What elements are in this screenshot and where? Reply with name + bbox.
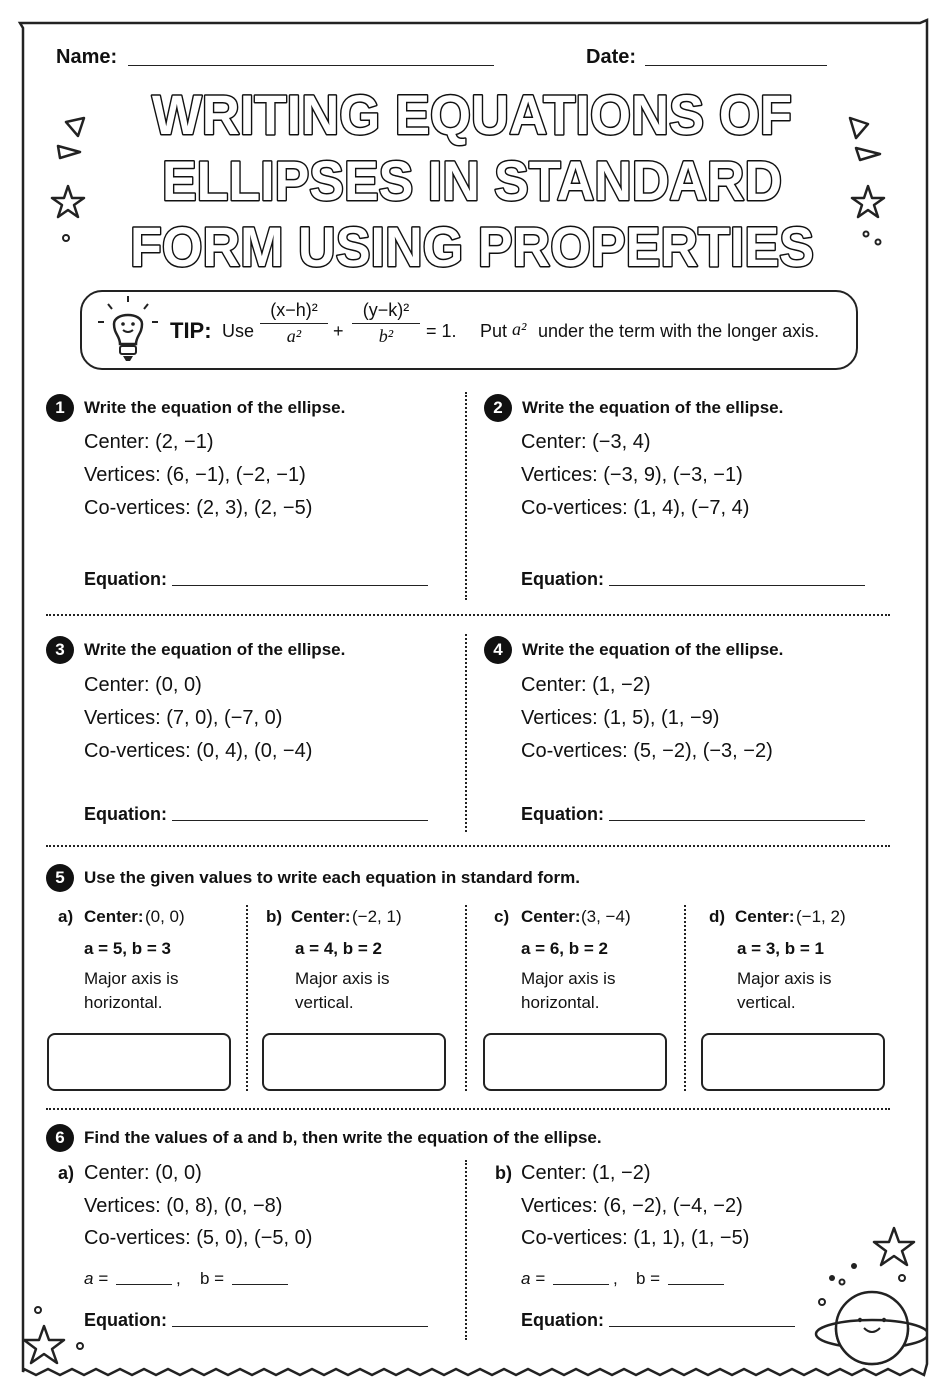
title-line-2: ELLIPSES IN STANDARD	[162, 149, 782, 212]
problem-4-center: Center: (1, −2)	[521, 674, 651, 696]
part-6b-equation-label: Equation:	[521, 1310, 604, 1330]
problem-1-equation-field[interactable]	[172, 584, 428, 586]
part-6a-equation-field[interactable]	[172, 1325, 428, 1327]
part-5a-axis-1: Major axis is	[84, 969, 179, 988]
tip-frac1-num: (x−h)²	[260, 300, 328, 324]
part-6a-equation-label: Equation:	[84, 1310, 167, 1330]
title-line-1: WRITING EQUATIONS OF	[152, 83, 792, 146]
tip-fraction-y	[352, 300, 420, 347]
problem-3-badge: 3	[46, 636, 74, 664]
part-5d-center-value: (−1, 2)	[796, 907, 846, 926]
part-5b-center-label: Center:	[291, 907, 351, 926]
part-5a-letter: a)	[58, 907, 74, 926]
part-6b-b-field[interactable]	[668, 1283, 724, 1285]
name-field[interactable]	[128, 48, 494, 66]
part-6a-covertices: Co-vertices: (5, 0), (−5, 0)	[84, 1227, 313, 1249]
divider-vertical	[465, 634, 467, 832]
part-5a-answer-box[interactable]	[47, 1033, 231, 1091]
problem-2-badge: 2	[484, 394, 512, 422]
part-5c-ab: a = 6, b = 2	[521, 939, 608, 958]
problem-6-title: Find the values of a and b, then write the equation of the ellipse.	[84, 1128, 602, 1147]
part-6a-a-label: a =	[84, 1269, 109, 1288]
part-6a-center: Center: (0, 0)	[84, 1162, 202, 1184]
tip-use: Use	[222, 321, 255, 341]
problem-1-center: Center: (2, −1)	[84, 431, 214, 453]
part-5b-ab: a = 4, b = 2	[295, 939, 382, 958]
tip-frac2-den: b²	[378, 326, 394, 346]
problem-2-center: Center: (−3, 4)	[521, 431, 651, 453]
problem-1-equation-label: Equation:	[84, 569, 167, 589]
part-5a-axis-2: horizontal.	[84, 993, 163, 1012]
part-5d-axis-1: Major axis is	[737, 969, 832, 988]
tip-note-var: a²	[512, 319, 527, 339]
part-5c-center-label: Center:	[521, 907, 581, 926]
part-5d-axis-2: vertical.	[737, 993, 796, 1012]
part-6b-b-label: b =	[636, 1269, 661, 1288]
page-title	[100, 80, 844, 280]
name-label: Name:	[56, 46, 118, 68]
problem-5-badge: 5	[46, 864, 74, 892]
problem-3-vertices: Vertices: (7, 0), (−7, 0)	[84, 707, 283, 729]
part-5c-letter: c)	[494, 907, 510, 926]
problem-3-center: Center: (0, 0)	[84, 674, 202, 696]
part-5b-letter: b)	[266, 907, 283, 926]
part-5c-center-value: (3, −4)	[581, 907, 631, 926]
part-6b-covertices: Co-vertices: (1, 1), (1, −5)	[521, 1227, 750, 1249]
tip-frac1-den: a²	[286, 326, 302, 346]
part-6b-a-label: a =	[521, 1269, 546, 1288]
problem-6-badge: 6	[46, 1124, 74, 1152]
tip-fraction-x	[260, 300, 328, 347]
problem-3-title: Write the equation of the ellipse.	[84, 640, 346, 659]
part-6a-a-field[interactable]	[116, 1283, 172, 1285]
problem-4-title: Write the equation of the ellipse.	[522, 640, 784, 659]
tip-plus: +	[333, 321, 344, 341]
tip-note-suffix: under the term with the longer axis.	[538, 321, 820, 341]
problem-1-badge: 1	[46, 394, 74, 422]
divider-horizontal	[46, 845, 890, 847]
problem-2-equation-field[interactable]	[609, 584, 865, 586]
tip-note-prefix: Put	[480, 321, 508, 341]
part-5d-answer-box[interactable]	[701, 1033, 885, 1091]
star-doodle-icon	[16, 1300, 86, 1380]
title-line-3: FORM USING PROPERTIES	[130, 215, 814, 278]
part-5a-center-value: (0, 0)	[145, 907, 185, 926]
part-6a-b-label: b =	[200, 1269, 225, 1288]
tip-equals: = 1.	[426, 321, 457, 341]
part-6b-comma: ,	[613, 1269, 618, 1288]
part-5c-axis-2: horizontal.	[521, 993, 600, 1012]
part-6a-comma: ,	[176, 1269, 181, 1288]
part-5b-center-value: (−2, 1)	[352, 907, 402, 926]
part-5b-axis-2: vertical.	[295, 993, 354, 1012]
problem-2-covertices: Co-vertices: (1, 4), (−7, 4)	[521, 497, 750, 519]
doodle-right-icon	[838, 110, 898, 250]
problem-4-vertices: Vertices: (1, 5), (1, −9)	[521, 707, 720, 729]
problem-2-vertices: Vertices: (−3, 9), (−3, −1)	[521, 464, 743, 486]
part-6b-vertices: Vertices: (6, −2), (−4, −2)	[521, 1195, 743, 1217]
divider-vertical	[465, 1160, 467, 1340]
part-5c-axis-1: Major axis is	[521, 969, 616, 988]
problem-3-equation-label: Equation:	[84, 804, 167, 824]
part-5b-axis-1: Major axis is	[295, 969, 390, 988]
divider-vertical	[246, 905, 248, 1091]
tip-frac2-num: (y−k)²	[352, 300, 420, 324]
problem-1-vertices: Vertices: (6, −1), (−2, −1)	[84, 464, 306, 486]
problem-4-equation-label: Equation:	[521, 804, 604, 824]
part-5c-answer-box[interactable]	[483, 1033, 667, 1091]
part-5d-center-label: Center:	[735, 907, 795, 926]
part-5b-answer-box[interactable]	[262, 1033, 446, 1091]
problem-5-title: Use the given values to write each equation in standard form.	[84, 868, 580, 887]
divider-horizontal	[46, 614, 890, 616]
divider-horizontal	[46, 1108, 890, 1110]
date-label: Date:	[586, 46, 637, 68]
part-6a-vertices: Vertices: (0, 8), (0, −8)	[84, 1195, 283, 1217]
divider-vertical	[684, 905, 686, 1091]
date-field[interactable]	[645, 48, 827, 66]
problem-3-covertices: Co-vertices: (0, 4), (0, −4)	[84, 740, 313, 762]
part-5d-letter: d)	[709, 907, 726, 926]
tip-label: TIP:	[170, 318, 212, 343]
part-5d-ab: a = 3, b = 1	[737, 939, 824, 958]
planet-doodle-icon	[806, 1222, 926, 1382]
part-5a-center-label: Center:	[84, 907, 144, 926]
part-6b-center: Center: (1, −2)	[521, 1162, 651, 1184]
divider-vertical	[465, 392, 467, 600]
problem-3-equation-field[interactable]	[172, 819, 428, 821]
part-6b-a-field[interactable]	[553, 1283, 609, 1285]
problem-1-title: Write the equation of the ellipse.	[84, 398, 346, 417]
problem-2-equation-label: Equation:	[521, 569, 604, 589]
problem-4-equation-field[interactable]	[609, 819, 865, 821]
part-6b-letter: b)	[495, 1163, 512, 1183]
problem-2-title: Write the equation of the ellipse.	[522, 398, 784, 417]
part-6b-equation-field[interactable]	[609, 1325, 795, 1327]
doodle-left-icon	[44, 110, 104, 250]
part-6a-letter: a)	[58, 1163, 75, 1183]
divider-vertical	[465, 905, 467, 1091]
problem-4-badge: 4	[484, 636, 512, 664]
problem-4-covertices: Co-vertices: (5, −2), (−3, −2)	[521, 740, 773, 762]
lightbulb-icon	[96, 294, 160, 366]
part-6a-b-field[interactable]	[232, 1283, 288, 1285]
problem-1-covertices: Co-vertices: (2, 3), (2, −5)	[84, 497, 313, 519]
part-5a-ab: a = 5, b = 3	[84, 939, 171, 958]
